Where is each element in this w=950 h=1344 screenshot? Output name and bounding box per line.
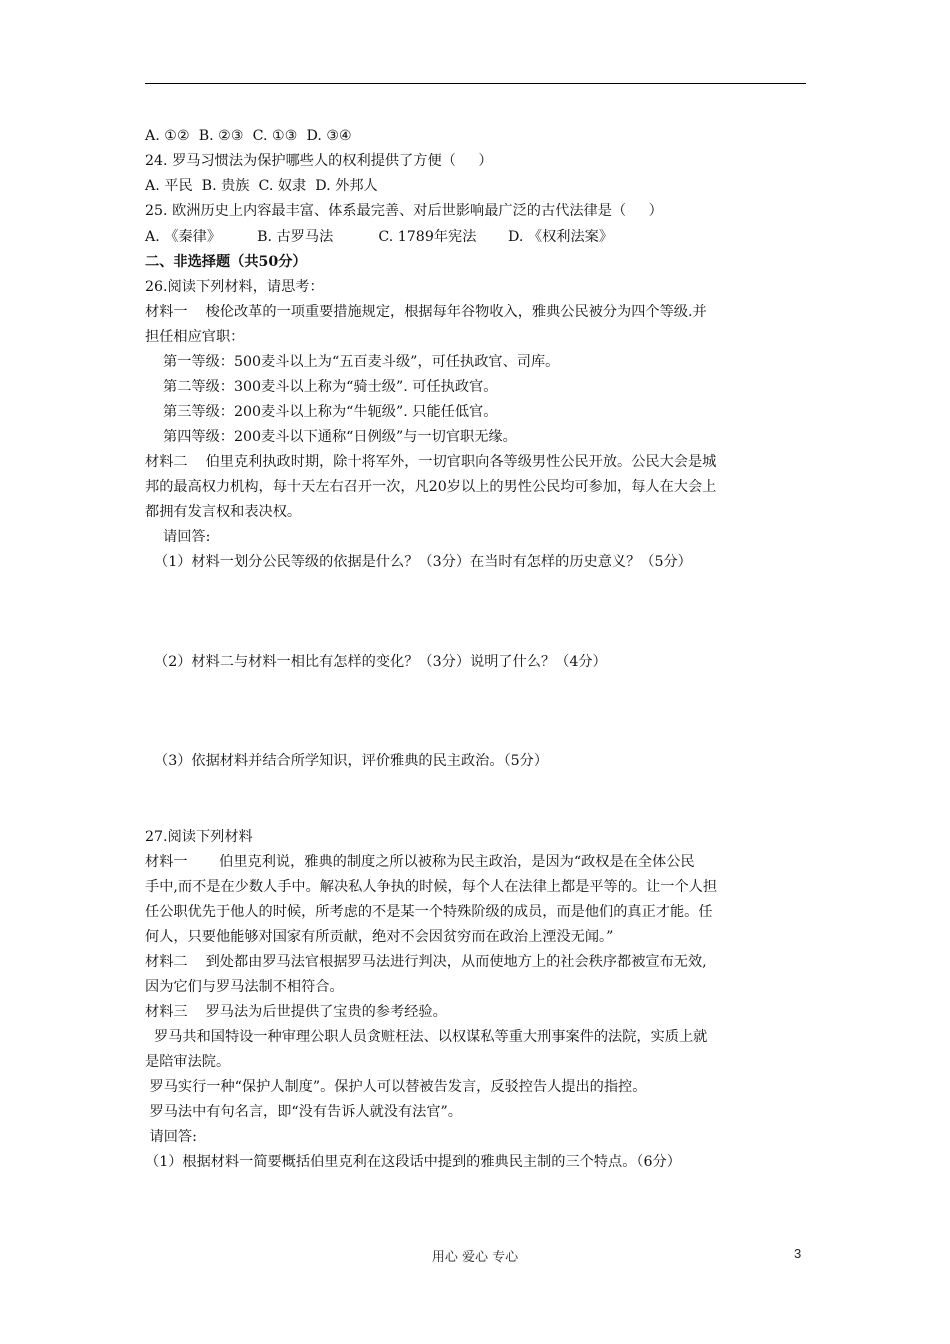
q26-grade3: 第三等级：200麦斗以上称为“牛轭级”. 只能任低官。 — [145, 404, 498, 420]
q26-grade2: 第二等级：300麦斗以上称为“骑士级”. 可任执政官。 — [145, 379, 498, 395]
q25-stem: 25. 欧洲历史上内容最丰富、体系最完善、对后世影响最广泛的古代法律是（ ） — [145, 203, 663, 219]
q27-material2-line2: 因为它们与罗马法制不相符合。 — [145, 979, 344, 995]
q25-options: A. 《秦律》 B. 古罗马法 C. 1789年宪法 D. 《权利法案》 — [145, 229, 614, 245]
q27-stem: 27.阅读下列材料 — [145, 829, 253, 845]
page-number: 3 — [794, 1246, 802, 1261]
q26-grade1: 第一等级：500麦斗以上为“五百麦斗级”，可任执政官、司库。 — [145, 354, 560, 370]
q27-material3-line1: 材料三 罗马法为后世提供了宝贵的参考经验。 — [145, 1004, 447, 1020]
q27-material1-line4: 何人，只要他能够对国家有所贡献，绝对不会因贫穷而在政治上湮没无闻。” — [145, 929, 614, 945]
q27-material2-line1: 材料二 到处都由罗马法官根据罗马法进行判决，从而使地方上的社会秩序都被宣布无效, — [145, 954, 707, 970]
q26-stem: 26.阅读下列材料，请思考： — [145, 279, 324, 295]
q26-grade4: 第四等级：200麦斗以下通称“日例级”与一切官职无缘。 — [145, 429, 517, 445]
q26-answer-prompt: 请回答: — [145, 529, 211, 545]
q27-material3-line2: 罗马共和国特设一种审理公职人员贪赃枉法、以权谋私等重大刑事案件的法院，实质上就 — [145, 1029, 708, 1045]
q27-material3-line4: 罗马实行一种“保护人制度”。保护人可以替被告发言，反驳控告人提出的指控。 — [145, 1079, 647, 1095]
q27-material3-line3: 是陪审法院。 — [145, 1054, 231, 1070]
q26-sub3: （3）依据材料并结合所学知识，评价雅典的民主政治。（5分） — [145, 753, 549, 769]
q26-material1-line1: 材料一 梭伦改革的一项重要措施规定，根据每年谷物收入，雅典公民被分为四个等级.并 — [145, 304, 707, 320]
q27-material1-line3: 任公职优先于他人的时候，所考虑的不是某一个特殊阶级的成员，而是他们的真正才能。任 — [145, 904, 713, 920]
q24-options: A. 平民 B. 贵族 C. 奴隶 D. 外邦人 — [145, 178, 378, 194]
q23-options: A. ①② B. ②③ C. ①③ D. ③④ — [145, 128, 352, 144]
q27-answer-prompt: 请回答: — [145, 1129, 197, 1145]
header-rule — [145, 83, 806, 84]
q26-sub2: （2）材料二与材料一相比有怎样的变化？（3分）说明了什么？（4分） — [145, 654, 607, 670]
q27-sub1: （1）根据材料一简要概括伯里克利在这段话中提到的雅典民主制的三个特点。（6分） — [145, 1154, 681, 1170]
q26-material2-line3: 都拥有发言权和表决权。 — [145, 504, 302, 520]
q27-material1-line2: 手中,而不是在少数人手中。解决私人争执的时候，每个人在法律上都是平等的。让一个人担 — [145, 879, 718, 895]
q27-material3-line5: 罗马法中有句名言，即“没有告诉人就没有法官”。 — [145, 1104, 462, 1120]
section-heading: 二、非选择题（共50分） — [145, 254, 307, 270]
q26-sub1: （1）材料一划分公民等级的依据是什么？（3分）在当时有怎样的历史意义？（5分） — [145, 554, 692, 570]
q26-material1-line2: 担任相应官职： — [145, 329, 245, 345]
q26-material2-line1: 材料二 伯里克利执政时期，除十将军外，一切官职向各等级男性公民开放。公民大会是城 — [145, 454, 717, 470]
q27-material1-line1: 材料一 伯里克利说，雅典的制度之所以被称为民主政治，是因为“政权是在全体公民 — [145, 854, 695, 870]
page-footer: 用心 爱心 专心 — [431, 1250, 519, 1265]
q26-material2-line2: 邦的最高权力机构，每十天左右召开一次，凡20岁以上的男性公民均可参加，每人在大会上 — [145, 479, 717, 495]
q24-stem: 24. 罗马习惯法为保护哪些人的权利提供了方便（ ） — [145, 153, 493, 169]
